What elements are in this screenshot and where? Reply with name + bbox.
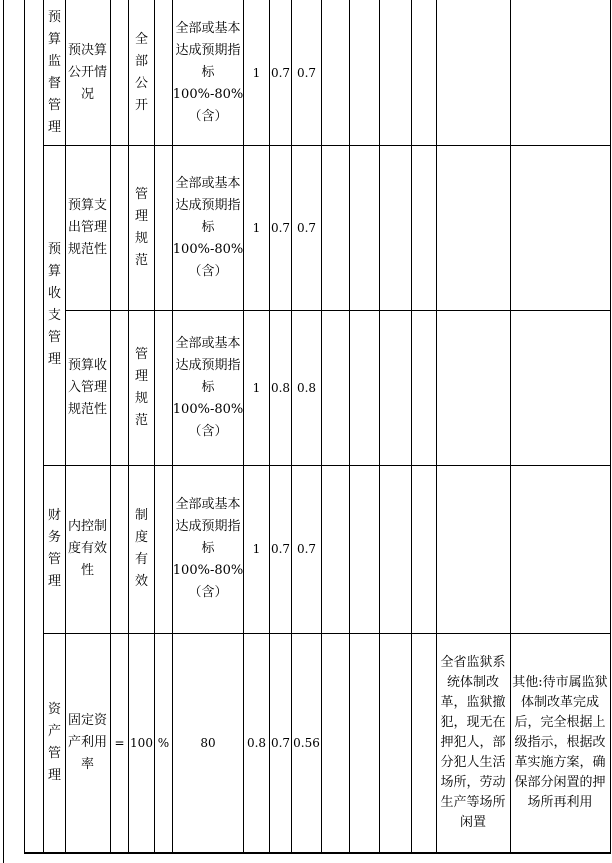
standard-cell: 管理规范	[134, 186, 148, 268]
score-cell: 0.7	[270, 736, 291, 750]
indicator-cell: 预算收入管理规范性	[67, 357, 107, 417]
indicator-cell: 预决算公开情况	[67, 42, 107, 102]
gridline-v	[349, 0, 350, 853]
table-bottom-border	[24, 852, 611, 854]
criteria-cell: 全部或基本达成预期指标 100%-80%（含）	[173, 497, 243, 600]
score-cell: 0.7	[296, 220, 317, 235]
gridline-v	[411, 0, 412, 853]
comparator-cell: =	[114, 736, 125, 750]
standard-cell: 制度有效	[134, 508, 148, 589]
category-cell: 资产管理	[47, 702, 61, 783]
score-cell: 0.7	[270, 65, 291, 80]
category-cell: 预算收支管理	[47, 242, 61, 367]
score-cell: 0.7	[270, 542, 291, 556]
category-cell: 预算监督管理	[47, 9, 61, 135]
score-cell: 0.7	[296, 542, 317, 556]
actual-cell: 80	[200, 736, 216, 750]
score-cell: 0.8	[270, 380, 291, 395]
weight-cell: 1	[252, 380, 261, 395]
score-cell: 0.56	[293, 736, 320, 750]
criteria-cell: 全部或基本达成预期指标 100%-80%（含）	[173, 20, 243, 124]
indicator-cell: 预算支出管理规范性	[67, 197, 107, 257]
gridline-v	[3, 0, 4, 863]
weight-cell: 0.8	[246, 736, 267, 750]
gridline-v	[24, 0, 25, 853]
unit-cell: %	[157, 736, 170, 750]
standard-cell: 全部公开	[134, 31, 148, 113]
target-cell: 100	[130, 736, 153, 750]
deviation-note-cell: 全省监狱系统体制改革，监狱撤犯，现无在押犯人，部分犯人生活场所，劳动生产等场所闲置	[440, 655, 506, 830]
other-note-cell: 其他:待市属监狱体制改革完成后，完全根据上级指示，根据改革实施方案，确保部分闲置的押场所再利用	[512, 675, 608, 810]
gridline-v	[321, 0, 322, 853]
score-cell: 0.7	[296, 65, 317, 80]
category-cell: 财务管理	[47, 508, 61, 589]
weight-cell: 1	[252, 220, 261, 235]
score-cell: 0.7	[270, 220, 291, 235]
indicator-cell: 内控制度有效性	[67, 519, 107, 578]
criteria-cell: 全部或基本达成预期指标 100%-80%（含）	[173, 335, 243, 439]
gridline-v	[379, 0, 380, 853]
score-cell: 0.8	[296, 380, 317, 395]
weight-cell: 1	[252, 65, 261, 80]
weight-cell: 1	[252, 542, 261, 556]
gridline-v	[610, 0, 611, 853]
standard-cell: 管理规范	[134, 346, 148, 428]
criteria-cell: 全部或基本达成预期指标 100%-80%（含）	[173, 175, 243, 279]
indicator-cell: 固定资产利用率	[67, 713, 107, 772]
